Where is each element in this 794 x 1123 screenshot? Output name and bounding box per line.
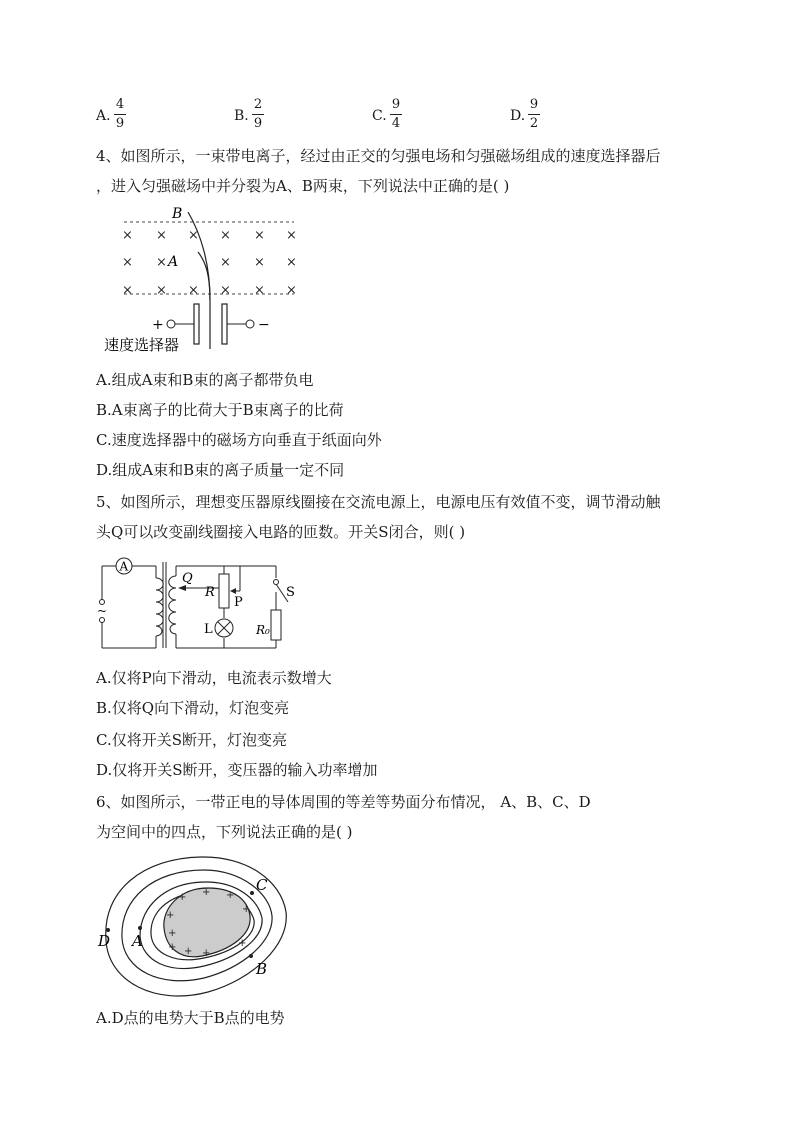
svg-text:+: + (202, 948, 211, 959)
q5-stem-line-1: 5、如图所示，理想变压器原线圈接在交流电源上，电源电压有效值不变，调节滑动触 (96, 493, 661, 511)
svg-text:×: × (254, 283, 265, 298)
point-c (250, 891, 254, 895)
svg-text:×: × (122, 255, 133, 270)
terminal-plus (167, 320, 175, 328)
fraction: 2 9 (253, 97, 263, 131)
q6-stem-line-1: 6、如图所示，一带正电的导体周围的等差等势面分布情况， A、B、C、D (96, 793, 591, 811)
svg-text:+: + (166, 910, 175, 921)
svg-text:A: A (119, 559, 129, 574)
svg-text:×: × (286, 228, 297, 243)
svg-text:+: + (178, 892, 187, 903)
svg-text:×: × (286, 283, 297, 298)
q4-stem-line-1: 4、如图所示，一束带电离子，经过由正交的匀强电场和匀强磁场组成的速度选择器后 (96, 147, 661, 165)
beam-a-path (198, 252, 210, 300)
q6-option-a: A.D点的电势大于B点的电势 (96, 1009, 285, 1027)
q5-option-c: C.仅将开关S断开，灯泡变亮 (96, 731, 287, 749)
svg-text:+: + (184, 946, 193, 957)
label-r0: R₀ (256, 623, 270, 637)
svg-text:+: + (202, 887, 211, 898)
fraction: 9 2 (529, 97, 539, 131)
svg-text:+: + (226, 890, 235, 901)
svg-text:×: × (286, 255, 297, 270)
fraction: 4 9 (115, 97, 125, 131)
svg-text:×: × (156, 228, 167, 243)
label-b: B (256, 960, 268, 978)
svg-text:×: × (122, 228, 133, 243)
svg-text:+: + (168, 942, 177, 953)
svg-text:×: × (220, 283, 231, 298)
plate-left (194, 304, 199, 344)
svg-text:×: × (156, 255, 167, 270)
label-a: A (132, 932, 143, 950)
q5-option-b: B.仅将Q向下滑动，灯泡变亮 (96, 699, 290, 717)
label-q: Q (182, 571, 193, 586)
label-b: B (172, 206, 183, 222)
label-l: L (204, 622, 213, 637)
q6-stem-line-2: 为空间中的四点，下列说法正确的是( ) (96, 823, 353, 841)
svg-text:+: + (242, 904, 251, 915)
svg-text:×: × (220, 255, 231, 270)
label-r: R (205, 585, 215, 600)
q5-option-a: A.仅将P向下滑动，电流表示数增大 (96, 669, 332, 687)
q5-stem-line-2: 头Q可以改变副线圈接入电路的匝数。开关S闭合，则( ) (96, 523, 466, 541)
switch-terminal (274, 580, 279, 585)
plus-sign: + (152, 317, 164, 333)
svg-text:×: × (220, 228, 231, 243)
svg-text:×: × (254, 228, 265, 243)
q4-option-c: C.速度选择器中的磁场方向垂直于纸面向外 (96, 431, 382, 449)
slider-p-arrow (230, 588, 236, 594)
ac-symbol: ~ (97, 604, 108, 618)
q4-option-b: B.A束离子的比荷大于B束离子的比荷 (96, 401, 344, 419)
q3-option-label: C. (372, 108, 387, 124)
svg-text:×: × (156, 283, 167, 298)
point-b (249, 954, 253, 958)
label-d: D (98, 932, 111, 950)
figure-caption: 速度选择器 (104, 336, 180, 354)
q4-option-d: D.组成A束和B束的离子质量一定不同 (96, 461, 345, 479)
terminal-minus (246, 320, 254, 328)
q5-option-d: D.仅将开关S断开，变压器的输入功率增加 (96, 761, 378, 779)
transformer-circuit-figure (96, 552, 302, 654)
label-s: S (286, 585, 295, 600)
label-p: P (234, 595, 243, 610)
q3-option-label: D. (510, 108, 526, 124)
q4-stem-line-2: ，进入匀强磁场中并分裂为A、B两束，下列说法中正确的是( ) (96, 177, 510, 195)
minus-sign: − (258, 317, 270, 333)
label-a: A (168, 254, 179, 270)
plate-right (222, 304, 227, 344)
q4-option-a: A.组成A束和B束的离子都带负电 (96, 371, 314, 389)
label-c: C (256, 876, 268, 894)
point-a (138, 926, 142, 930)
ac-terminal (100, 618, 105, 623)
svg-text:+: + (168, 928, 177, 939)
q3-option-label: A. (96, 108, 111, 124)
equipotential-figure (96, 850, 296, 998)
fraction: 9 4 (391, 97, 401, 131)
svg-text:+: + (238, 938, 247, 949)
q3-option-label: B. (234, 108, 249, 124)
velocity-selector-figure (96, 204, 306, 356)
svg-text:×: × (188, 228, 199, 243)
svg-text:×: × (254, 255, 265, 270)
svg-text:×: × (188, 283, 199, 298)
svg-text:×: × (122, 283, 133, 298)
